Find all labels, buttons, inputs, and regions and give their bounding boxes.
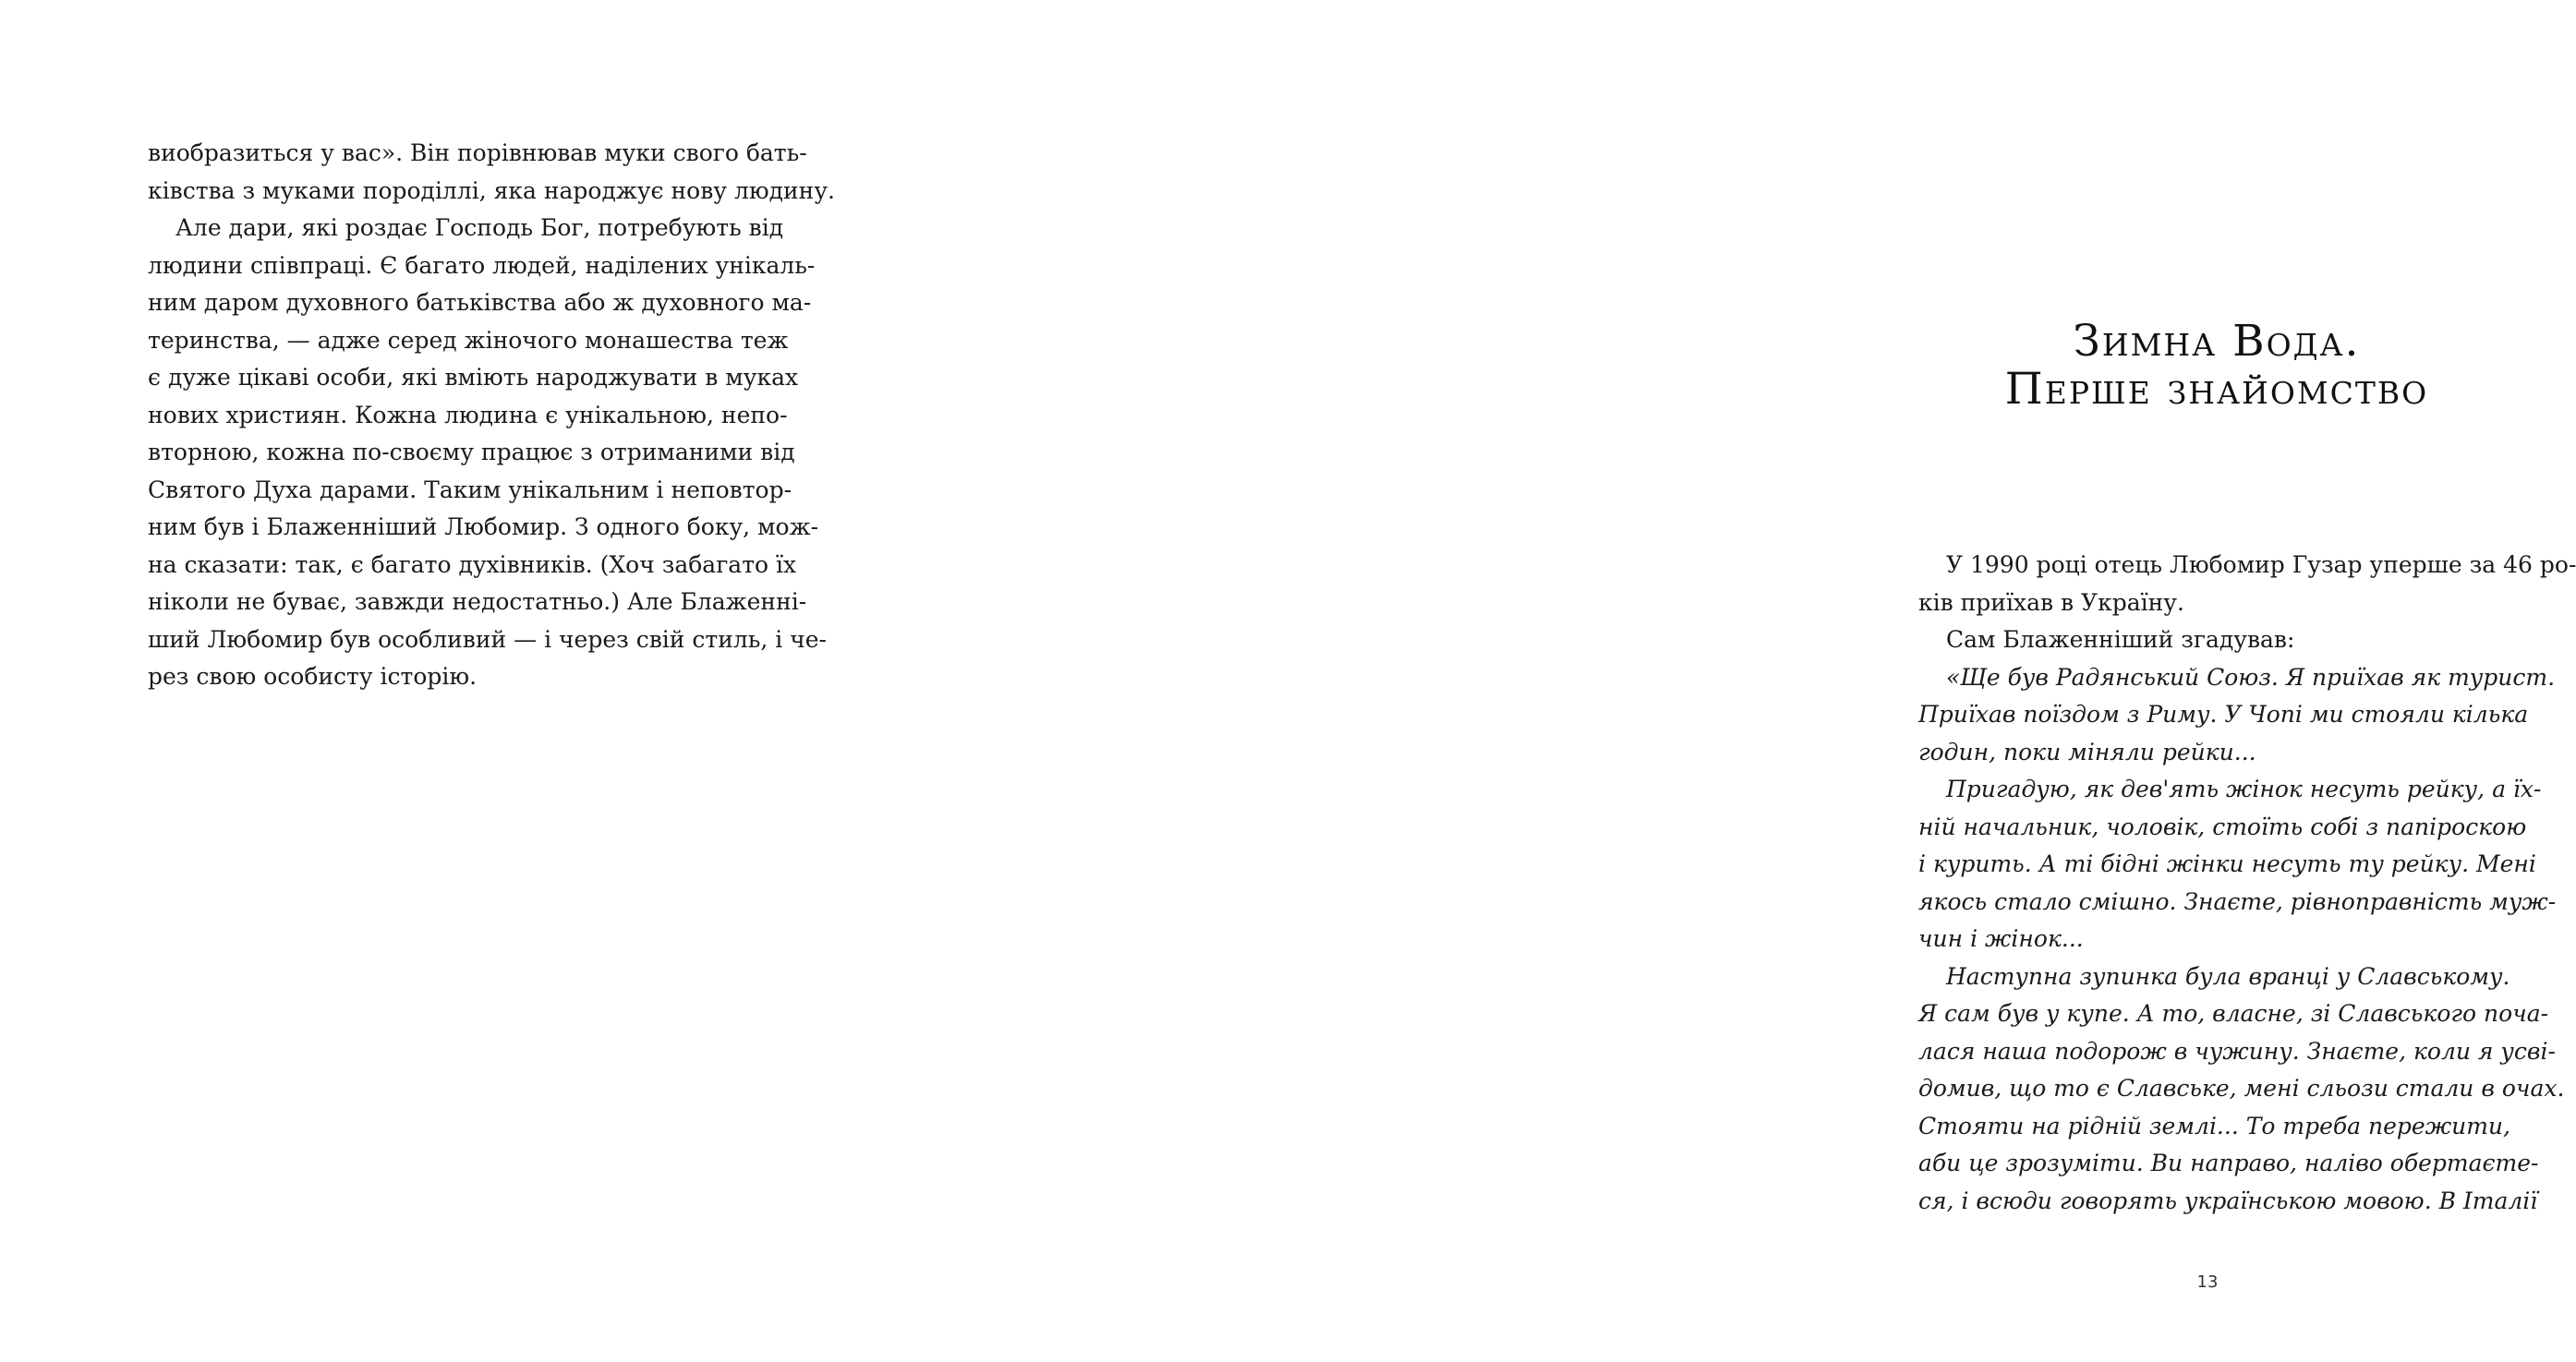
- text-line: є дуже цікаві особи, які вміють народжувати в муках: [148, 364, 799, 391]
- text-line: ним був і Блаженніший Любомир. З одного боку, мож-: [148, 513, 819, 540]
- chapter-title-line-2: Перше знайомство: [2004, 364, 2429, 415]
- text-line: домив, що то є Славське, мені сльози стали в очах.: [1918, 1075, 2565, 1102]
- text-line: ків приїхав в Україну.: [1918, 588, 2184, 616]
- text-line: людини співпраці. Є багато людей, наділених унікаль-: [148, 251, 816, 279]
- chapter-title-line-1: Зимна Вода.: [2073, 316, 2361, 367]
- text-line: У 1990 році отець Любомир Гузар уперше за 46 ро-: [1946, 551, 2576, 578]
- text-line: Пригадую, як дев'ять жінок несуть рейку, а їх-: [1946, 776, 2542, 802]
- chapter-title: [1903, 318, 2531, 414]
- page-number: 13: [2196, 1272, 2219, 1292]
- text-line: Святого Духа дарами. Таким унікальним і неповтор-: [148, 476, 792, 503]
- right-page-body-text: [1918, 547, 2576, 1220]
- text-line: ній начальник, чоловік, стоїть собі з папіроскою: [1918, 813, 2527, 840]
- text-line: годин, поки міняли рейки...: [1918, 738, 2256, 765]
- left-page-body-text: [148, 135, 835, 696]
- text-line: ніколи не буває, завжди недостатньо.) Але Блаженні-: [148, 588, 807, 615]
- text-line: ківства з муками породіллі, яка народжує нову людину.: [148, 176, 835, 204]
- text-line: вторною, кожна по-своєму працює з отриманими від: [148, 439, 795, 465]
- text-line: Стояти на рідній землі... То треба пережити,: [1918, 1112, 2510, 1139]
- text-line: ся, і всюди говорять українською мовою. В Італії: [1918, 1187, 2538, 1214]
- text-line: ним даром духовного батьківства або ж духовного ма-: [148, 289, 812, 316]
- text-line: Але дари, які роздає Господь Бог, потребують від: [175, 214, 784, 241]
- text-line: аби це зрозуміти. Ви направо, наліво обертаєте-: [1918, 1150, 2539, 1176]
- text-line: рез свою особисту історію.: [148, 663, 478, 690]
- text-line: і курить. А ті бідні жінки несуть ту рейку. Мені: [1918, 850, 2536, 877]
- text-line: «Ще був Радянський Союз. Я приїхав як турист.: [1946, 663, 2556, 691]
- text-line: якось стало смішно. Знаєте, рівноправність муж-: [1918, 887, 2557, 915]
- text-line: нових християн. Кожна людина є унікальною, непо-: [148, 401, 788, 428]
- text-line: Наступна зупинка була вранці у Славському.: [1946, 962, 2510, 990]
- left-page: [0, 0, 887, 1362]
- text-line: на сказати: так, є багато духівників. (Хоч забагато їх: [148, 550, 797, 578]
- text-line: теринства, — адже серед жіночого монашества теж: [148, 326, 789, 354]
- text-line: Сам Блаженніший згадував:: [1946, 626, 2295, 653]
- text-line: Приїхав поїздом з Риму. У Чопі ми стояли кілька: [1918, 701, 2529, 728]
- text-line: чин і жінок...: [1918, 925, 2084, 952]
- text-line: виобразиться у вас». Він порівнював муки свого бать-: [148, 139, 807, 166]
- right-page: [887, 0, 2576, 1362]
- text-line: лася наша подорож в чужину. Знаєте, коли я усві-: [1918, 1037, 2556, 1065]
- text-line: ший Любомир був особливий — і через свій стиль, і че-: [148, 625, 827, 653]
- text-line: Я сам був у купе. А то, власне, зі Славського поча-: [1918, 1000, 2549, 1027]
